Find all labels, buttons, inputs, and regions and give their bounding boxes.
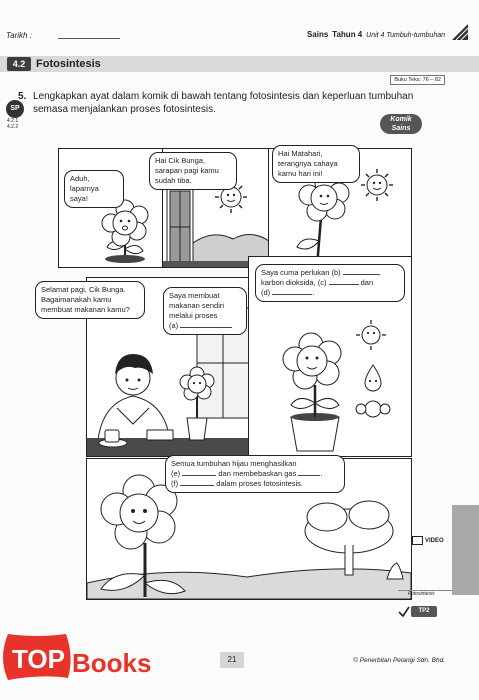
speech-bubble: Aduh, laparnya saya! — [64, 170, 124, 208]
textbook-reference: Buku Teks: 76 – 82 — [390, 75, 445, 85]
blank-f-line[interactable] — [180, 485, 214, 486]
sun-icon — [356, 320, 386, 350]
products-line-1: Semua tumbuhan hijau menghasilkan — [171, 459, 297, 468]
komik-label: Komik — [390, 116, 412, 123]
sun-icon — [361, 169, 393, 201]
speech-bubble: Hai Matahari, terangnya cahaya kamu hari ini! — [272, 145, 360, 183]
products-line-3: dalam proses fotosintesis. — [216, 479, 303, 488]
svg-text:Books: Books — [72, 648, 152, 678]
sp-code: 4.2.2 — [7, 124, 19, 130]
products-speech-bubble: Semua tumbuhan hijau menghasilkan (e) dan membebaskan gas . (f) dalam proses fotosintesis. — [165, 455, 345, 493]
tp-level-badge: TP2 — [411, 606, 437, 617]
side-tab — [452, 505, 479, 595]
blank-f-label: (f) — [171, 479, 179, 488]
section-number: 4.2 — [7, 57, 31, 71]
blank-c-line[interactable] — [329, 284, 359, 285]
needs-line-2-end: dan — [360, 278, 374, 287]
svg-text:TOP: TOP — [12, 644, 65, 674]
corner-triangle-icon — [452, 24, 468, 40]
date-label: Tarikh : — [6, 31, 32, 40]
video-icon — [412, 536, 423, 545]
speech-bubble: Hai Cik Bunga, sarapan pagi kamu sudah tiba. — [149, 152, 237, 190]
blank-a-line[interactable] — [180, 327, 232, 328]
needs-line-2: karbon dioksida, (c) — [261, 278, 327, 287]
page-header — [307, 30, 445, 39]
carbon-dioxide-molecule-icon — [365, 401, 381, 417]
comic-panel-6 — [86, 458, 412, 600]
subject-label: Sains — [306, 30, 329, 39]
products-line-2: dan membebaskan gas — [218, 469, 297, 478]
video-label: VIDEO — [425, 538, 444, 545]
side-topic-label: Fotosintesis — [408, 591, 435, 597]
flower-speech-text: Saya membuat makanan sendiri melalui proses — [169, 291, 225, 320]
unit-label: Unit 4 Tumbuh-tumbuhan — [366, 32, 445, 39]
comic-panel-2 — [155, 148, 270, 268]
video-link[interactable] — [412, 536, 444, 545]
needs-line-1: Saya cuma perlukan (b) — [261, 268, 341, 277]
topbooks-logo — [0, 620, 184, 700]
blank-gas-line[interactable] — [298, 475, 320, 476]
sp-code: 4.2.1 — [7, 118, 19, 124]
sains-label: Sains — [391, 125, 411, 132]
comic-panel-5 — [248, 256, 412, 457]
tree-illustration — [305, 501, 393, 575]
sp-codes — [7, 118, 18, 130]
page-number: 21 — [220, 652, 244, 668]
water-drop-icon — [365, 365, 381, 391]
sp-badge: SP — [6, 100, 24, 118]
comic-panel-3 — [268, 148, 412, 268]
hungry-flower-illustration — [59, 149, 163, 267]
blank-a-label: (a) — [169, 321, 179, 330]
blank-d-line[interactable] — [272, 294, 312, 295]
blank-d-label: (d) — [261, 288, 271, 297]
boy-speech-bubble: Selamat pagi, Cik Bunga. Bagaimanakah kamu membuat makanan kamu? — [35, 281, 145, 319]
copyright-text: © Penerbitan Pelangi Sdn. Bhd. — [353, 657, 445, 664]
checkmark-icon — [398, 606, 410, 617]
question-number: 5. — [18, 91, 27, 102]
blank-e-label: (e) — [171, 469, 181, 478]
section-title: Fotosintesis — [36, 58, 101, 70]
level-label: Tahun 4 — [332, 30, 363, 39]
flower-speech-bubble — [163, 287, 247, 335]
comic-panel-4 — [41, 277, 250, 457]
question-text: Lengkapkan ayat dalam komik di bawah tentang fotosintesis dan keperluan tumbuhan semasa menjalankan proses fotosintesis. — [33, 91, 414, 115]
blank-b-line[interactable] — [343, 274, 379, 275]
needs-speech-bubble: Saya cuma perlukan (b) , karbon dioksida, (c) dan (d) . — [255, 264, 405, 302]
date-line — [58, 38, 120, 39]
blank-e-line[interactable] — [182, 475, 216, 476]
komik-sains-badge — [380, 114, 422, 134]
